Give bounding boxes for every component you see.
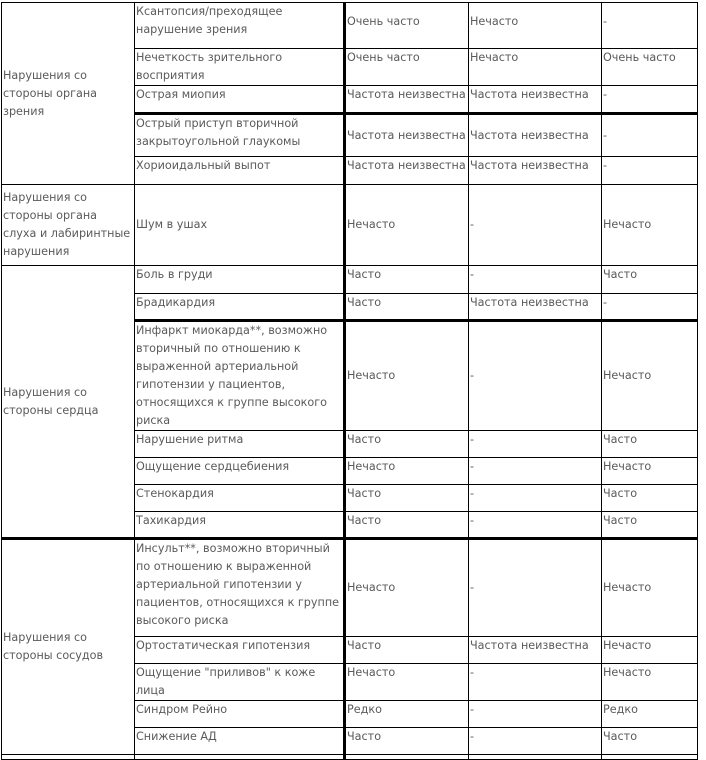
empty-cell — [2, 755, 135, 760]
frequency-cell: Часто — [345, 294, 469, 321]
frequency-cell: Нечасто — [469, 3, 602, 49]
frequency-cell: Нечасто — [602, 637, 698, 664]
frequency-cell: Часто — [345, 266, 469, 294]
frequency-cell: Очень часто — [602, 49, 698, 86]
frequency-cell: Часто — [345, 512, 469, 539]
frequency-cell: Очень часто — [345, 3, 469, 49]
frequency-cell: Часто — [602, 266, 698, 294]
frequency-cell: Нечасто — [345, 321, 469, 431]
frequency-cell: Частота неизвестна — [469, 86, 602, 114]
table-row — [2, 3, 698, 49]
effect-cell: Инсульт**, возможно вторичный по отношению к выраженной артериальной гипотензии у пациентов, относящихся к группе высокого риска — [135, 539, 345, 637]
frequency-cell: Нечасто — [602, 539, 698, 637]
frequency-cell: Нечасто — [602, 185, 698, 266]
frequency-cell: Частота неизвестна — [469, 294, 602, 321]
effect-cell: Хориоидальный выпот — [135, 157, 345, 185]
effect-cell: Ортостатическая гипотензия — [135, 637, 345, 664]
effect-cell: Брадикардия — [135, 294, 345, 321]
frequency-cell: - — [469, 266, 602, 294]
frequency-cell: Нечасто — [345, 458, 469, 485]
empty-cell — [602, 755, 698, 760]
effect-cell: Ощущение "приливов" к коже лица — [135, 664, 345, 701]
empty-cell — [345, 755, 469, 760]
frequency-cell: Часто — [602, 431, 698, 458]
group-cell: Нарушения со стороны сосудов — [2, 539, 135, 755]
frequency-cell: - — [469, 701, 602, 728]
frequency-cell: Редко — [602, 701, 698, 728]
table-row — [2, 539, 698, 637]
frequency-cell: Часто — [345, 728, 469, 755]
frequency-cell: - — [469, 485, 602, 512]
table-row-cut-off — [2, 755, 698, 760]
frequency-cell: - — [469, 431, 602, 458]
frequency-cell: Нечасто — [602, 664, 698, 701]
table-body — [2, 3, 698, 760]
frequency-cell: Частота неизвестна — [345, 114, 469, 157]
frequency-cell: Частота неизвестна — [345, 86, 469, 114]
frequency-cell: Нечасто — [469, 49, 602, 86]
effect-cell: Нарушение ритма — [135, 431, 345, 458]
empty-cell — [135, 755, 345, 760]
frequency-cell: Часто — [345, 431, 469, 458]
table-row — [2, 266, 698, 294]
effect-cell: Нечеткость зрительного восприятия — [135, 49, 345, 86]
frequency-cell: Частота неизвестна — [469, 114, 602, 157]
table-row — [2, 185, 698, 266]
frequency-cell: Нечасто — [345, 664, 469, 701]
frequency-cell: Часто — [602, 728, 698, 755]
frequency-cell: Часто — [602, 485, 698, 512]
effect-cell: Острый приступ вторичной закрытоугольной глаукомы — [135, 114, 345, 157]
frequency-cell: Нечасто — [345, 539, 469, 637]
effect-cell: Боль в груди — [135, 266, 345, 294]
frequency-cell: Нечасто — [602, 458, 698, 485]
frequency-cell: Часто — [602, 512, 698, 539]
frequency-cell: Частота неизвестна — [345, 157, 469, 185]
frequency-cell: Нечасто — [602, 321, 698, 431]
effect-cell: Шум в ушах — [135, 185, 345, 266]
frequency-cell: Часто — [345, 485, 469, 512]
effect-cell: Синдром Рейно — [135, 701, 345, 728]
effect-cell: Ксантопсия/преходящее нарушение зрения — [135, 3, 345, 49]
frequency-cell: - — [602, 294, 698, 321]
frequency-cell: - — [469, 664, 602, 701]
frequency-cell: Частота неизвестна — [469, 637, 602, 664]
frequency-cell: - — [602, 86, 698, 114]
frequency-cell: - — [602, 157, 698, 185]
frequency-cell: - — [469, 512, 602, 539]
effect-cell: Снижение АД — [135, 728, 345, 755]
effect-cell: Инфаркт миокарда**, возможно вторичный по отношению к выраженной артериальной гипотензии у пациентов, относящихся к группе высокого риска — [135, 321, 345, 431]
frequency-cell: Очень часто — [345, 49, 469, 86]
frequency-cell: - — [602, 114, 698, 157]
frequency-cell: - — [469, 185, 602, 266]
frequency-cell: Частота неизвестна — [469, 157, 602, 185]
effect-cell: Тахикардия — [135, 512, 345, 539]
group-cell: Нарушения со стороны органа зрения — [2, 3, 135, 185]
group-cell: Нарушения со стороны органа слуха и лабиринтные нарушения — [2, 185, 135, 266]
frequency-cell: Часто — [345, 637, 469, 664]
empty-cell — [469, 755, 602, 760]
effect-cell: Стенокардия — [135, 485, 345, 512]
adverse-effects-table — [1, 2, 698, 760]
effect-cell: Ощущение сердцебиения — [135, 458, 345, 485]
frequency-cell: - — [602, 3, 698, 49]
frequency-cell: - — [469, 539, 602, 637]
frequency-cell: - — [469, 728, 602, 755]
effect-cell: Острая миопия — [135, 86, 345, 114]
group-cell: Нарушения со стороны сердца — [2, 266, 135, 539]
frequency-cell: Нечасто — [345, 185, 469, 266]
frequency-cell: Редко — [345, 701, 469, 728]
frequency-cell: - — [469, 458, 602, 485]
frequency-cell: - — [469, 321, 602, 431]
